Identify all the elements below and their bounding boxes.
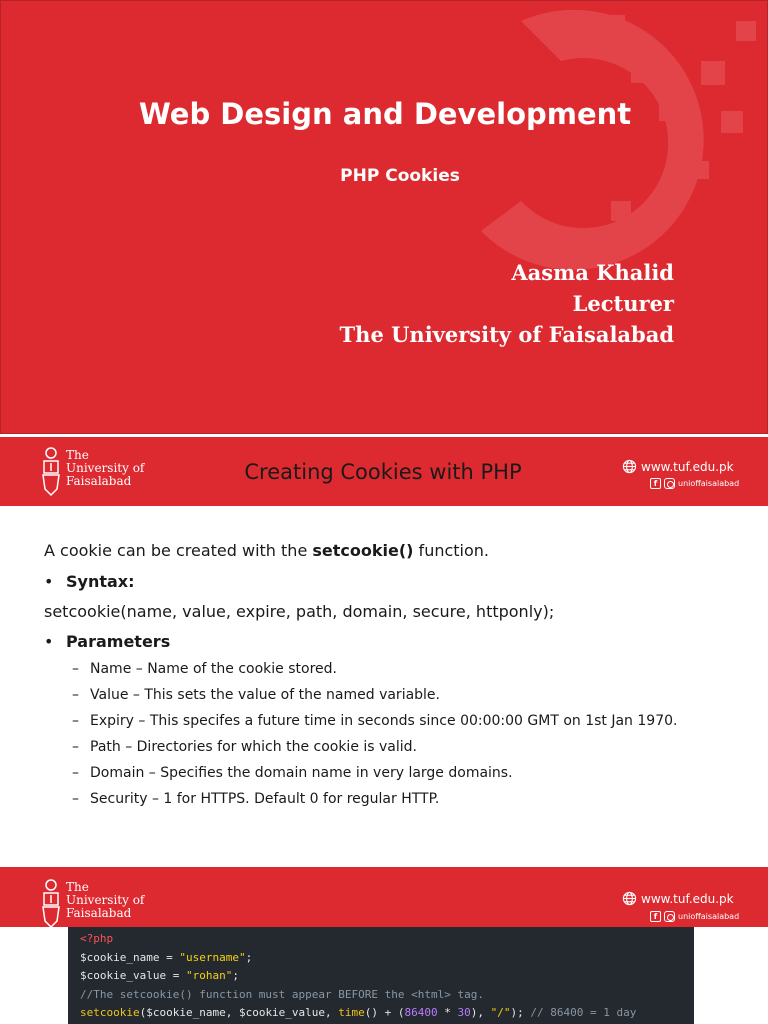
logo-emblem-icon <box>40 445 62 499</box>
syntax-bullet <box>44 572 135 592</box>
website-link[interactable] <box>622 459 734 474</box>
logo-line-1: The <box>66 448 89 462</box>
website-text: www.tuf.edu.pk <box>641 459 734 474</box>
code-var: $cookie_value = <box>80 969 186 982</box>
logo-line-3: Faisalabad <box>66 474 132 488</box>
syntax-line: setcookie(name, value, expire, path, domain, secure, httponly); <box>44 602 555 621</box>
param-text: Value – This sets the value of the named variable. <box>90 687 440 703</box>
intro-function-name: setcookie() <box>312 541 414 560</box>
university-logo <box>40 445 150 499</box>
param-item: – Security – 1 for HTTPS. Default 0 for regular HTTP. <box>72 791 440 807</box>
bullet-dot: • <box>44 632 54 651</box>
param-item: – Domain – Specifies the domain name in very large domains. <box>72 765 513 781</box>
param-text: Name – Name of the cookie stored. <box>90 661 337 677</box>
code-function: time <box>338 1006 365 1019</box>
param-text: Domain – Specifies the domain name in very large domains. <box>90 765 513 781</box>
facebook-icon[interactable]: f <box>650 911 661 922</box>
parameters-bullet <box>44 632 170 652</box>
code-comment: // 86400 = 1 day <box>530 1006 637 1019</box>
logo-text <box>66 881 144 920</box>
presentation-subtitle: PHP Cookies <box>340 166 460 186</box>
code-args: ); <box>510 1006 531 1019</box>
code-var: $cookie_name = <box>80 950 180 964</box>
instagram-icon[interactable] <box>664 478 675 489</box>
intro-line <box>44 541 489 561</box>
param-item: – Value – This sets the value of the named variable. <box>72 687 440 703</box>
logo-text <box>66 449 144 488</box>
slide2-header <box>0 437 768 506</box>
code-comment: //The setcookie() function must appear BEFORE the <html> tag. <box>80 987 484 1001</box>
logo-emblem-icon <box>40 877 62 931</box>
facebook-icon[interactable]: f <box>650 478 661 489</box>
author-name: Aasma Khalid <box>511 260 674 285</box>
university-logo <box>40 877 150 931</box>
code-args: ), <box>470 1006 491 1019</box>
logo-line-2: University of <box>66 893 145 907</box>
code-punct: ; <box>232 969 239 982</box>
php-code-block <box>68 927 694 1024</box>
logo-line-1: The <box>66 880 89 894</box>
decorative-emblem-pattern <box>1 1 768 434</box>
slide-title: Creating Cookies with PHP <box>244 459 522 484</box>
code-function: setcookie <box>80 1006 140 1019</box>
code-number: 86400 <box>404 1006 438 1019</box>
param-item: – Name – Name of the cookie stored. <box>72 661 337 677</box>
social-handle: unioffaisalabad <box>678 479 740 488</box>
param-text: Security – 1 for HTTPS. Default 0 for regular HTTP. <box>90 791 440 807</box>
param-item: – Path – Directories for which the cookie is valid. <box>72 739 418 755</box>
intro-text-after: function. <box>413 541 489 560</box>
slide3-header <box>0 867 768 927</box>
param-item: – Expiry – This specifes a future time in seconds since 00:00:00 GMT on 1st Jan 1970. <box>72 713 678 729</box>
globe-icon <box>622 891 637 906</box>
logo-line-2: University of <box>66 461 145 475</box>
code-punct: ; <box>245 950 253 964</box>
param-text: Expiry – This specifes a future time in seconds since 00:00:00 GMT on 1st Jan 1970. <box>90 713 678 729</box>
code-string: "rohan" <box>185 969 233 982</box>
logo-line-3: Faisalabad <box>66 906 132 920</box>
author-block <box>340 257 674 350</box>
code-string: "/" <box>490 1006 511 1019</box>
code-string: "username" <box>179 950 246 964</box>
code-args: () + ( <box>364 1006 405 1019</box>
param-text: Path – Directories for which the cookie is valid. <box>90 739 418 755</box>
parameters-label: Parameters <box>66 632 171 651</box>
author-organization: The University of Faisalabad <box>339 322 674 347</box>
bullet-dot: • <box>44 572 54 591</box>
code-number: 30 <box>457 1006 471 1019</box>
instagram-icon[interactable] <box>664 911 675 922</box>
social-links <box>650 911 739 922</box>
globe-icon <box>622 459 637 474</box>
code-php-open-tag: <?php <box>80 932 114 945</box>
syntax-label: Syntax: <box>66 572 135 591</box>
social-links <box>650 478 739 489</box>
author-role: Lecturer <box>572 291 674 316</box>
website-link[interactable] <box>622 891 734 906</box>
social-handle: unioffaisalabad <box>678 912 740 921</box>
intro-text-before: A cookie can be created with the <box>44 541 313 560</box>
presentation-title: Web Design and Development <box>138 97 632 131</box>
website-text: www.tuf.edu.pk <box>641 891 734 906</box>
code-args: * <box>437 1006 458 1019</box>
title-slide <box>0 0 768 434</box>
code-args: ($cookie_name, $cookie_value, <box>139 1006 339 1019</box>
